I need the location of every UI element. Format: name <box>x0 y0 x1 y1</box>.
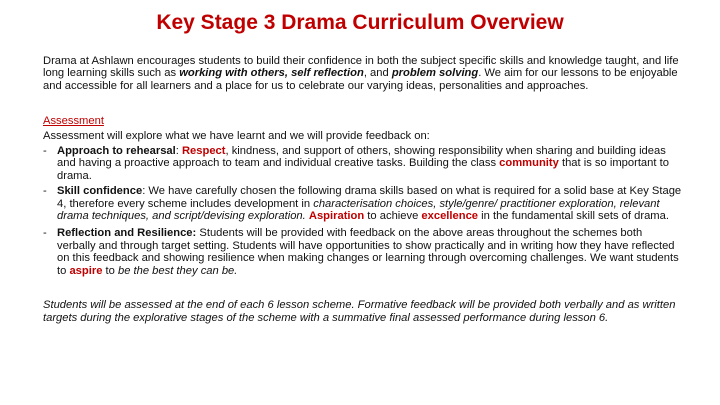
keyword-aspiration: Aspiration <box>308 210 365 223</box>
intro-text-3: . We aim for our lessons to be enjoyable and accessible for all learners and a place for us to celebrate our varying ideas, personalities and approaches. <box>43 67 678 92</box>
item-text: : We have carefully chosen the following drama skills based on what is required for a solid base at Key Stage 4, therefore every scheme includes development in <box>57 185 682 210</box>
list-item-reflection <box>43 227 683 277</box>
item-label: Skill confidence <box>57 185 143 198</box>
item-text: that is so important to drama. <box>57 157 669 182</box>
closing-paragraph: Students will be assessed at the end of each 6 lesson scheme. Formative feedback will be provided both verbally and as written targets during the explorative stages of the scheme with a summative final assessed performance during lesson 6. <box>43 299 676 324</box>
item-text: to <box>102 264 118 277</box>
item-text: : <box>175 145 182 158</box>
intro-emphasis-1: working with others, self reflection <box>179 67 364 80</box>
item-label: Reflection and Resilience: <box>57 227 197 240</box>
item-text: Students will be provided with feedback on the above areas throughout the schemes both verbally and through target setting. Students will have opportunities to show practically and in writing how they have reflected on this feedback and showing resilience when making changes or learning through overcoming challenges. We want students to <box>57 227 679 277</box>
item-label: Approach to rehearsal <box>57 145 176 158</box>
intro-text-2: , and <box>363 67 392 80</box>
keyword-respect: Respect <box>181 145 226 158</box>
keyword-excellence: excellence <box>421 210 479 223</box>
item-text: to achieve <box>364 210 422 223</box>
keyword-aspire: aspire <box>69 264 103 277</box>
list-item-approach <box>43 145 683 182</box>
item-text: , kindness, and support of others, showing responsibility when sharing and building ideas and having a proactive approach to team and individual creative tasks. Building the class <box>57 145 666 170</box>
intro-text-1: Drama at Ashlawn encourages students to build their confidence in both the subject specific skills and knowledge taught, and life long learning skills such as <box>43 55 679 80</box>
bullet-dash: - <box>43 145 47 158</box>
intro-emphasis-2: problem solving <box>391 67 479 80</box>
list-item-skill-confidence <box>43 185 683 222</box>
intro-paragraph <box>43 55 683 92</box>
assessment-heading: Assessment <box>43 115 104 128</box>
assessment-list <box>43 145 683 277</box>
item-text: in the fundamental skill sets of drama. <box>478 210 669 223</box>
item-emphasis: be the best they can be. <box>117 264 238 277</box>
page-title: Key Stage 3 Drama Curriculum Overview <box>156 11 564 34</box>
bullet-dash: - <box>43 227 47 240</box>
assessment-lead: Assessment will explore what we have learnt and we will provide feedback on: <box>43 129 430 142</box>
slide-body <box>43 55 683 324</box>
keyword-community: community <box>499 157 559 170</box>
item-emphasis: characterisation choices, style/genre/ practitioner exploration, relevant drama techniques, and script/devising exploration. <box>57 197 660 223</box>
bullet-dash: - <box>43 185 47 198</box>
